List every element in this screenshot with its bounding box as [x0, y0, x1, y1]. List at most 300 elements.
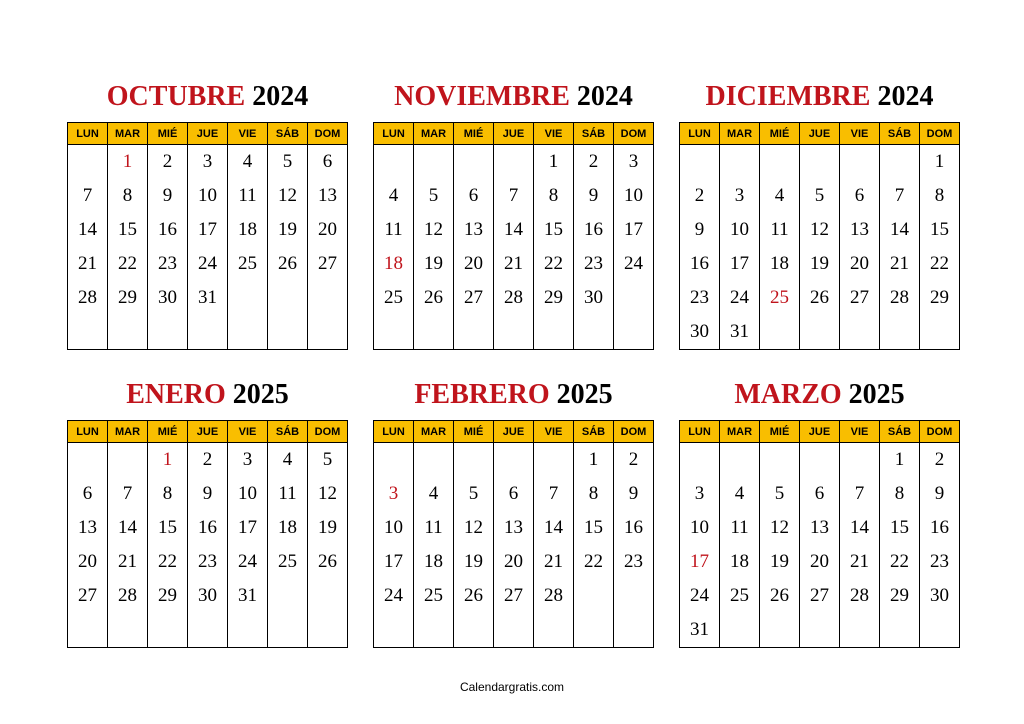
week-row — [68, 315, 348, 350]
empty-cell — [494, 145, 534, 180]
day-cell: 9 — [574, 179, 614, 213]
week-row — [374, 247, 654, 281]
day-cell: 6 — [454, 179, 494, 213]
weekday-header: JUE — [494, 421, 534, 443]
day-cell: 7 — [880, 179, 920, 213]
week-row — [374, 179, 654, 213]
day-cell: 10 — [720, 213, 760, 247]
day-cell: 4 — [720, 477, 760, 511]
day-cell: 6 — [840, 179, 880, 213]
day-cell: 26 — [800, 281, 840, 315]
weekday-header: MIÉ — [454, 123, 494, 145]
day-cell: 27 — [494, 579, 534, 613]
month-year: 2025 — [841, 379, 905, 410]
day-cell: 21 — [108, 545, 148, 579]
week-row — [374, 315, 654, 350]
day-cell: 10 — [680, 511, 720, 545]
empty-cell — [188, 315, 228, 350]
day-cell: 18 — [374, 247, 414, 281]
day-cell: 4 — [760, 179, 800, 213]
empty-cell — [614, 579, 654, 613]
day-cell: 30 — [920, 579, 960, 613]
empty-cell — [268, 281, 308, 315]
day-cell: 5 — [760, 477, 800, 511]
day-cell: 11 — [268, 477, 308, 511]
day-cell: 19 — [760, 545, 800, 579]
day-cell: 7 — [108, 477, 148, 511]
day-cell: 22 — [920, 247, 960, 281]
day-cell: 21 — [68, 247, 108, 281]
week-row — [680, 213, 960, 247]
weekday-header: JUE — [188, 123, 228, 145]
empty-cell — [148, 315, 188, 350]
day-cell: 20 — [840, 247, 880, 281]
day-cell: 17 — [614, 213, 654, 247]
day-cell: 18 — [720, 545, 760, 579]
day-cell: 8 — [534, 179, 574, 213]
weekday-header: MAR — [720, 421, 760, 443]
month-table — [679, 420, 960, 648]
week-row — [374, 443, 654, 478]
day-cell: 5 — [414, 179, 454, 213]
weekday-header: SÁB — [574, 123, 614, 145]
empty-cell — [374, 613, 414, 648]
day-cell: 19 — [800, 247, 840, 281]
day-cell: 24 — [228, 545, 268, 579]
empty-cell — [720, 613, 760, 648]
empty-cell — [840, 443, 880, 478]
day-cell: 1 — [920, 145, 960, 180]
empty-cell — [494, 315, 534, 350]
day-cell: 13 — [308, 179, 348, 213]
week-row — [680, 613, 960, 648]
month-title — [67, 80, 348, 114]
empty-cell — [454, 315, 494, 350]
week-row — [68, 247, 348, 281]
day-cell: 27 — [68, 579, 108, 613]
day-cell: 15 — [148, 511, 188, 545]
day-cell: 7 — [68, 179, 108, 213]
day-cell: 26 — [760, 579, 800, 613]
day-cell: 7 — [534, 477, 574, 511]
day-cell: 3 — [614, 145, 654, 180]
day-cell: 16 — [680, 247, 720, 281]
empty-cell — [188, 613, 228, 648]
day-cell: 17 — [374, 545, 414, 579]
week-row — [680, 179, 960, 213]
weekday-header: MIÉ — [148, 421, 188, 443]
day-cell: 27 — [308, 247, 348, 281]
day-cell: 2 — [574, 145, 614, 180]
day-cell: 11 — [228, 179, 268, 213]
day-cell: 29 — [108, 281, 148, 315]
day-cell: 20 — [800, 545, 840, 579]
day-cell: 14 — [840, 511, 880, 545]
week-row — [680, 443, 960, 478]
week-row — [680, 145, 960, 180]
day-cell: 17 — [720, 247, 760, 281]
empty-cell — [494, 613, 534, 648]
day-cell: 14 — [68, 213, 108, 247]
day-cell: 24 — [680, 579, 720, 613]
empty-cell — [228, 613, 268, 648]
day-cell: 9 — [614, 477, 654, 511]
week-row — [374, 545, 654, 579]
week-row — [680, 579, 960, 613]
week-row — [374, 477, 654, 511]
day-cell: 28 — [108, 579, 148, 613]
month-year: 2024 — [569, 81, 633, 112]
day-cell: 16 — [148, 213, 188, 247]
day-cell: 24 — [188, 247, 228, 281]
day-cell: 8 — [108, 179, 148, 213]
day-cell: 27 — [800, 579, 840, 613]
day-cell: 11 — [760, 213, 800, 247]
day-cell: 9 — [920, 477, 960, 511]
week-row — [374, 281, 654, 315]
day-cell: 15 — [534, 213, 574, 247]
month-name: MARZO — [734, 379, 842, 410]
weekday-header: MIÉ — [760, 123, 800, 145]
day-cell: 29 — [148, 579, 188, 613]
day-cell: 16 — [188, 511, 228, 545]
empty-cell — [840, 315, 880, 350]
day-cell: 22 — [880, 545, 920, 579]
day-cell: 1 — [574, 443, 614, 478]
week-row — [680, 247, 960, 281]
month-name: DICIEMBRE — [705, 81, 871, 112]
empty-cell — [720, 443, 760, 478]
month-title — [373, 80, 654, 114]
day-cell: 30 — [188, 579, 228, 613]
day-cell: 23 — [148, 247, 188, 281]
day-cell: 11 — [720, 511, 760, 545]
footer-website[interactable]: Calendargratis.com — [459, 680, 565, 694]
empty-cell — [880, 145, 920, 180]
day-cell: 3 — [680, 477, 720, 511]
empty-cell — [614, 315, 654, 350]
day-cell: 16 — [614, 511, 654, 545]
day-cell: 12 — [308, 477, 348, 511]
day-cell: 21 — [534, 545, 574, 579]
week-row — [374, 613, 654, 648]
day-cell: 13 — [454, 213, 494, 247]
empty-cell — [800, 315, 840, 350]
month-name: ENERO — [126, 379, 226, 410]
empty-cell — [680, 145, 720, 180]
week-row — [374, 579, 654, 613]
empty-cell — [840, 613, 880, 648]
day-cell: 13 — [68, 511, 108, 545]
empty-cell — [800, 613, 840, 648]
empty-cell — [920, 315, 960, 350]
empty-cell — [108, 613, 148, 648]
week-row — [374, 145, 654, 180]
month-title — [373, 378, 654, 412]
empty-cell — [680, 443, 720, 478]
month-title — [67, 378, 348, 412]
day-cell: 3 — [188, 145, 228, 180]
weekday-header: VIE — [534, 421, 574, 443]
weekday-header: MIÉ — [454, 421, 494, 443]
weekday-header: LUN — [374, 123, 414, 145]
day-cell: 14 — [108, 511, 148, 545]
empty-cell — [454, 443, 494, 478]
week-row — [680, 281, 960, 315]
day-cell: 7 — [494, 179, 534, 213]
day-cell: 5 — [268, 145, 308, 180]
empty-cell — [574, 579, 614, 613]
week-row — [680, 545, 960, 579]
week-row — [374, 213, 654, 247]
weekday-header: MAR — [108, 123, 148, 145]
empty-cell — [68, 613, 108, 648]
day-cell: 24 — [614, 247, 654, 281]
day-cell: 9 — [148, 179, 188, 213]
day-cell: 6 — [494, 477, 534, 511]
weekday-header: SÁB — [268, 123, 308, 145]
week-row — [68, 213, 348, 247]
day-cell: 1 — [534, 145, 574, 180]
empty-cell — [68, 145, 108, 180]
day-cell: 27 — [840, 281, 880, 315]
day-cell: 8 — [880, 477, 920, 511]
weekday-header: JUE — [800, 123, 840, 145]
day-cell: 6 — [308, 145, 348, 180]
day-cell: 29 — [534, 281, 574, 315]
day-cell: 11 — [414, 511, 454, 545]
day-cell: 25 — [374, 281, 414, 315]
day-cell: 31 — [188, 281, 228, 315]
day-cell: 1 — [148, 443, 188, 478]
week-row — [68, 545, 348, 579]
empty-cell — [760, 145, 800, 180]
month-table — [67, 122, 348, 350]
weekday-header: SÁB — [268, 421, 308, 443]
day-cell: 5 — [454, 477, 494, 511]
week-row — [68, 281, 348, 315]
empty-cell — [308, 315, 348, 350]
weekday-header: DOM — [920, 421, 960, 443]
empty-cell — [454, 145, 494, 180]
day-cell: 30 — [148, 281, 188, 315]
weekday-header: VIE — [228, 123, 268, 145]
month-name: NOVIEMBRE — [394, 81, 570, 112]
day-cell: 22 — [534, 247, 574, 281]
weekday-header: VIE — [840, 123, 880, 145]
weekday-header: MAR — [108, 421, 148, 443]
day-cell: 12 — [414, 213, 454, 247]
month-name: FEBRERO — [414, 379, 550, 410]
day-cell: 12 — [760, 511, 800, 545]
day-cell: 30 — [680, 315, 720, 350]
day-cell: 2 — [920, 443, 960, 478]
month-table — [373, 420, 654, 648]
empty-cell — [720, 145, 760, 180]
day-cell: 3 — [720, 179, 760, 213]
week-row — [68, 511, 348, 545]
empty-cell — [614, 613, 654, 648]
empty-cell — [374, 443, 414, 478]
day-cell: 23 — [574, 247, 614, 281]
weekday-header: SÁB — [880, 123, 920, 145]
day-cell: 25 — [414, 579, 454, 613]
day-cell: 6 — [68, 477, 108, 511]
day-cell: 20 — [68, 545, 108, 579]
day-cell: 12 — [268, 179, 308, 213]
weekday-header: DOM — [920, 123, 960, 145]
empty-cell — [800, 145, 840, 180]
day-cell: 31 — [720, 315, 760, 350]
day-cell: 18 — [760, 247, 800, 281]
day-cell: 31 — [680, 613, 720, 648]
day-cell: 10 — [228, 477, 268, 511]
empty-cell — [760, 315, 800, 350]
day-cell: 19 — [308, 511, 348, 545]
empty-cell — [374, 145, 414, 180]
empty-cell — [880, 613, 920, 648]
empty-cell — [414, 443, 454, 478]
day-cell: 15 — [880, 511, 920, 545]
day-cell: 18 — [414, 545, 454, 579]
weekday-header: DOM — [614, 123, 654, 145]
day-cell: 2 — [680, 179, 720, 213]
empty-cell — [534, 443, 574, 478]
week-row — [680, 477, 960, 511]
day-cell: 9 — [680, 213, 720, 247]
day-cell: 17 — [228, 511, 268, 545]
day-cell: 4 — [228, 145, 268, 180]
empty-cell — [268, 315, 308, 350]
day-cell: 29 — [920, 281, 960, 315]
week-row — [68, 477, 348, 511]
day-cell: 1 — [108, 145, 148, 180]
day-cell: 11 — [374, 213, 414, 247]
empty-cell — [68, 443, 108, 478]
day-cell: 20 — [454, 247, 494, 281]
empty-cell — [454, 613, 494, 648]
day-cell: 16 — [574, 213, 614, 247]
day-cell: 19 — [454, 545, 494, 579]
day-cell: 2 — [148, 145, 188, 180]
day-cell: 15 — [108, 213, 148, 247]
day-cell: 25 — [760, 281, 800, 315]
empty-cell — [268, 613, 308, 648]
day-cell: 24 — [374, 579, 414, 613]
weekday-header: LUN — [374, 421, 414, 443]
weekday-header: DOM — [614, 421, 654, 443]
day-cell: 27 — [454, 281, 494, 315]
empty-cell — [68, 315, 108, 350]
empty-cell — [108, 315, 148, 350]
weekday-header: SÁB — [574, 421, 614, 443]
day-cell: 6 — [800, 477, 840, 511]
weekday-header: VIE — [840, 421, 880, 443]
day-cell: 15 — [920, 213, 960, 247]
day-cell: 30 — [574, 281, 614, 315]
day-cell: 17 — [680, 545, 720, 579]
empty-cell — [414, 613, 454, 648]
month-year: 2025 — [549, 379, 613, 410]
empty-cell — [108, 443, 148, 478]
day-cell: 2 — [614, 443, 654, 478]
month-table — [67, 420, 348, 648]
weekday-header: LUN — [680, 123, 720, 145]
day-cell: 28 — [534, 579, 574, 613]
empty-cell — [414, 315, 454, 350]
empty-cell — [308, 613, 348, 648]
empty-cell — [800, 443, 840, 478]
day-cell: 13 — [494, 511, 534, 545]
day-cell: 19 — [268, 213, 308, 247]
empty-cell — [574, 613, 614, 648]
day-cell: 10 — [614, 179, 654, 213]
empty-cell — [148, 613, 188, 648]
week-row — [68, 145, 348, 180]
weekday-header: JUE — [494, 123, 534, 145]
empty-cell — [614, 281, 654, 315]
day-cell: 3 — [374, 477, 414, 511]
weekday-header: MAR — [720, 123, 760, 145]
empty-cell — [534, 315, 574, 350]
day-cell: 28 — [840, 579, 880, 613]
day-cell: 25 — [268, 545, 308, 579]
month-title — [679, 378, 960, 412]
day-cell: 15 — [574, 511, 614, 545]
day-cell: 22 — [148, 545, 188, 579]
day-cell: 23 — [614, 545, 654, 579]
day-cell: 7 — [840, 477, 880, 511]
empty-cell — [760, 443, 800, 478]
day-cell: 23 — [920, 545, 960, 579]
day-cell: 26 — [268, 247, 308, 281]
day-cell: 10 — [374, 511, 414, 545]
month-year: 2024 — [245, 81, 309, 112]
weekday-header: VIE — [534, 123, 574, 145]
day-cell: 26 — [414, 281, 454, 315]
weekday-header: LUN — [680, 421, 720, 443]
weekday-header: MIÉ — [148, 123, 188, 145]
month-name: OCTUBRE — [106, 81, 246, 112]
month-table — [679, 122, 960, 350]
day-cell: 19 — [414, 247, 454, 281]
empty-cell — [228, 281, 268, 315]
weekday-header: LUN — [68, 123, 108, 145]
month-year: 2024 — [870, 81, 934, 112]
day-cell: 28 — [880, 281, 920, 315]
weekday-header: MAR — [414, 123, 454, 145]
day-cell: 8 — [148, 477, 188, 511]
weekday-header: JUE — [188, 421, 228, 443]
day-cell: 20 — [494, 545, 534, 579]
day-cell: 5 — [800, 179, 840, 213]
day-cell: 28 — [494, 281, 534, 315]
weekday-header: LUN — [68, 421, 108, 443]
month-year: 2025 — [225, 379, 289, 410]
day-cell: 31 — [228, 579, 268, 613]
empty-cell — [374, 315, 414, 350]
day-cell: 12 — [454, 511, 494, 545]
empty-cell — [228, 315, 268, 350]
day-cell: 5 — [308, 443, 348, 478]
empty-cell — [880, 315, 920, 350]
month-table — [373, 122, 654, 350]
empty-cell — [920, 613, 960, 648]
day-cell: 4 — [268, 443, 308, 478]
empty-cell — [308, 579, 348, 613]
empty-cell — [268, 579, 308, 613]
week-row — [68, 613, 348, 648]
